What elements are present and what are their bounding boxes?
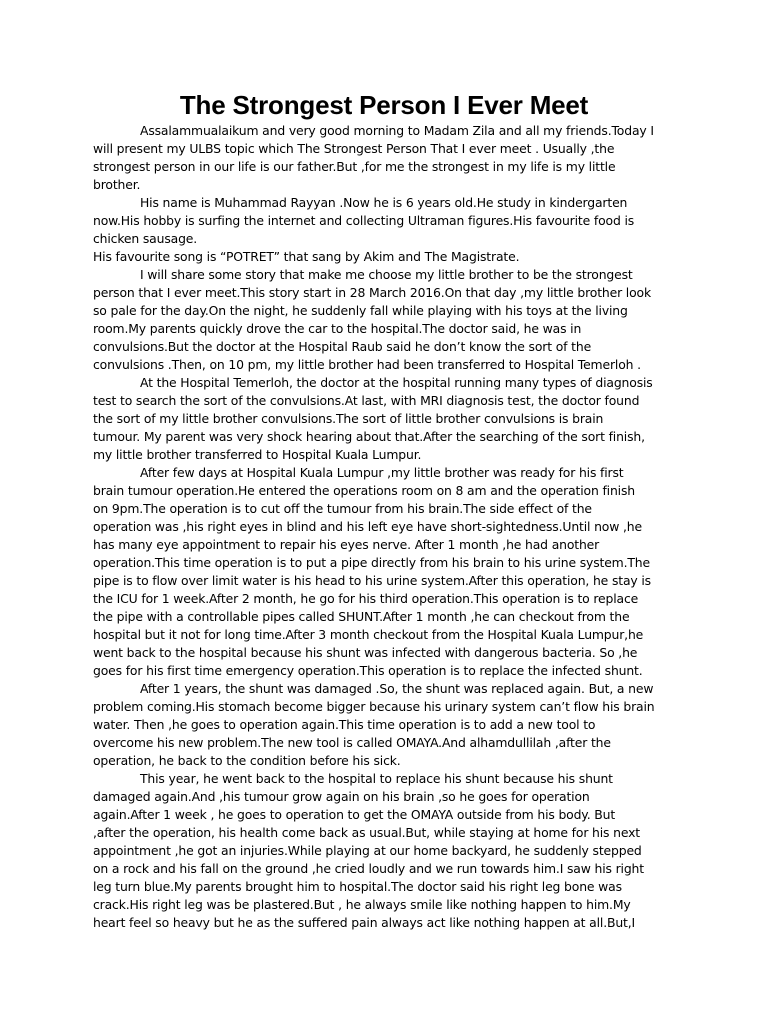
text-line: operation was ,his right eyes in blind and his left eye have short-sightedness.Until now ,he xyxy=(93,519,642,534)
document-title: The Strongest Person I Ever Meet xyxy=(179,90,589,120)
text-line: my little brother transferred to Hospital Kuala Lumpur. xyxy=(93,447,422,462)
text-line: water. Then ,he goes to operation again.This time operation is to add a new tool to xyxy=(93,717,596,732)
text-line: again.After 1 week , he goes to operation to get the OMAYA outside from his body. But xyxy=(93,807,616,822)
text-line: test to search the sort of the convulsions.At last, with MRI diagnosis test, the doctor found xyxy=(93,393,640,408)
text-line: the sort of my little brother convulsions.The sort of little brother convulsions is brain xyxy=(93,411,604,426)
text-line: now.His hobby is surfing the internet and collecting Ultraman figures.His favourite food is xyxy=(93,213,635,228)
text-line: problem coming.His stomach become bigger because his urinary system can’t flow his brain xyxy=(93,699,655,714)
text-line: the pipe with a controllable pipes called SHUNT.After 1 month ,he can checkout from the xyxy=(93,609,630,624)
text-line: strongest person in our life is our father.But ,for me the strongest in my life is my little xyxy=(93,159,616,174)
text-line: operation, he back to the condition before his sick. xyxy=(93,753,401,768)
text-line: on 9pm.The operation is to cut off the tumour from his brain.The side effect of the xyxy=(93,501,592,516)
paragraph-first-line: At the Hospital Temerloh, the doctor at the hospital running many types of diagnosis xyxy=(140,375,653,390)
paragraph-first-line: After 1 years, the shunt was damaged .So, the shunt was replaced again. But, a new xyxy=(140,681,654,696)
text-line: the ICU for 1 week.After 2 month, he go for his third operation.This operation is to replace xyxy=(93,591,639,606)
text-line: heart feel so heavy but he as the suffered pain always act like nothing happen at all.But,I xyxy=(93,915,636,930)
paragraph-first-line: I will share some story that make me choose my little brother to be the strongest xyxy=(140,267,633,282)
paragraph-first-line: Assalammualaikum and very good morning to Madam Zila and all my friends.Today I xyxy=(140,123,654,138)
text-line: His favourite song is “POTRET” that sang by Akim and The Magistrate. xyxy=(93,249,520,264)
text-line: person that I ever meet.This story start in 28 March 2016.On that day ,my little brother look xyxy=(93,285,651,300)
text-line: room.My parents quickly drove the car to the hospital.The doctor said, he was in xyxy=(93,321,582,336)
document-body xyxy=(93,122,683,932)
text-line: ,after the operation, his health come back as usual.But, while staying at home for his next xyxy=(93,825,640,840)
text-line: goes for his first time emergency operation.This operation is to replace the infected shunt. xyxy=(93,663,643,678)
text-line: hospital but it not for long time.After 3 month checkout from the Hospital Kuala Lumpur,he xyxy=(93,627,644,642)
text-line: overcome his new problem.The new tool is called OMAYA.And alhamdullilah ,after the xyxy=(93,735,611,750)
text-line: will present my ULBS topic which The Strongest Person That I ever meet . Usually ,the xyxy=(93,141,615,156)
text-line: damaged again.And ,his tumour grow again on his brain ,so he goes for operation xyxy=(93,789,590,804)
text-line: so pale for the day.On the night, he suddenly fall while playing with his toys at the living xyxy=(93,303,628,318)
text-line: on a rock and his fall on the ground ,he cried loudly and we run towards him.I saw his right xyxy=(93,861,644,876)
text-line: convulsions .Then, on 10 pm, my little brother had been transferred to Hospital Temerloh . xyxy=(93,357,641,372)
text-line: operation.This time operation is to put a pipe directly from his brain to his urine system.The xyxy=(93,555,650,570)
text-line: crack.His right leg was be plastered.But , he always smile like nothing happen to him.My xyxy=(93,897,631,912)
text-line: appointment ,he got an injuries.While playing at our home backyard, he suddenly stepped xyxy=(93,843,642,858)
text-line: convulsions.But the doctor at the Hospital Raub said he don’t know the sort of the xyxy=(93,339,592,354)
text-line: brother. xyxy=(93,177,141,192)
text-line: went back to the hospital because his shunt was infected with dangerous bacteria. So ,he xyxy=(93,645,638,660)
paragraph-first-line: His name is Muhammad Rayyan .Now he is 6 years old.He study in kindergarten xyxy=(140,195,628,210)
text-line: chicken sausage. xyxy=(93,231,198,246)
text-line: brain tumour operation.He entered the operations room on 8 am and the operation finish xyxy=(93,483,635,498)
text-line: pipe is to flow over limit water is his head to his urine system.After this operation, he stay is xyxy=(93,573,651,588)
text-line: tumour. My parent was very shock hearing about that.After the searching of the sort finish, xyxy=(93,429,645,444)
text-line: has many eye appointment to repair his eyes nerve. After 1 month ,he had another xyxy=(93,537,600,552)
paragraph-first-line: This year, he went back to the hospital to replace his shunt because his shunt xyxy=(140,771,613,786)
text-line: leg turn blue.My parents brought him to hospital.The doctor said his right leg bone was xyxy=(93,879,622,894)
paragraph-first-line: After few days at Hospital Kuala Lumpur ,my little brother was ready for his first xyxy=(140,465,624,480)
